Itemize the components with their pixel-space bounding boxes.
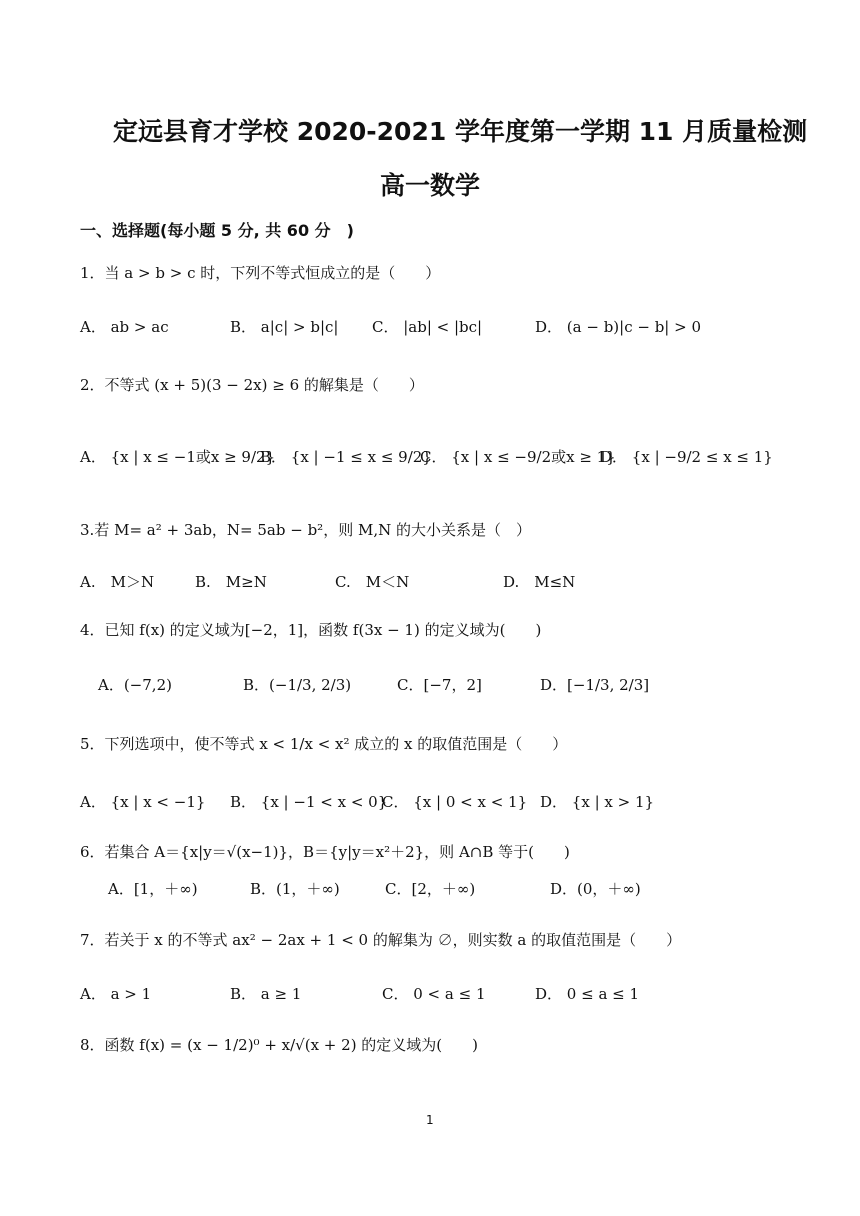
q7-option-b: B． a ≥ 1 — [230, 985, 302, 1003]
q1-option-d: D． (a − b)|c − b| > 0 — [535, 318, 702, 336]
page-number: 1 — [426, 1113, 434, 1127]
q6-option-b: B．(1，＋∞) — [250, 880, 340, 898]
q2-option-d: D． {x | −9/2 ≤ x ≤ 1} — [600, 448, 773, 466]
q7-option-a: A． a > 1 — [80, 985, 152, 1003]
question-8: 8．函数 f(x) = (x − 1/2)⁰ + x/√(x + 2) 的定义域为( ) — [80, 1036, 479, 1054]
question-6: 6．若集合 A＝{x|y＝√(x−1)}，B＝{y|y＝x²＋2}，则 A∩B 等于( ) — [80, 843, 570, 861]
q3-option-c: C. M＜N — [335, 573, 410, 591]
question-3: 3.若 M= a² + 3ab，N= 5ab − b²，则 M,N 的大小关系是（ ） — [80, 521, 531, 539]
question-5: 5．下列选项中，使不等式 x < 1/x < x² 成立的 x 的取值范围是（ ） — [80, 735, 568, 753]
q7-option-c: C． 0 < a ≤ 1 — [382, 985, 486, 1003]
q6-option-a: A．[1，＋∞) — [108, 880, 198, 898]
q2-option-c: C． {x | x ≤ −9/2或x ≥ 1} — [420, 448, 616, 466]
q2-option-a: A． {x | x ≤ −1或x ≥ 9/2} — [80, 448, 276, 466]
q3-option-a: A. M＞N — [80, 573, 155, 591]
q7-option-d: D． 0 ≤ a ≤ 1 — [535, 985, 640, 1003]
section-heading: 一、选择题(每小题 5 分, 共 60 分 ) — [80, 221, 354, 240]
q6-option-c: C．[2，＋∞) — [385, 880, 476, 898]
q3-option-b: B. M≥N — [195, 573, 267, 591]
question-1: 1．当 a > b > c 时，下列不等式恒成立的是（ ） — [80, 264, 441, 282]
q5-option-d: D． {x | x > 1} — [540, 793, 655, 811]
q3-option-d: D. M≤N — [503, 573, 576, 591]
q1-option-a: A． ab > ac — [80, 318, 169, 336]
q4-option-c: C．[−7，2] — [397, 676, 482, 694]
question-7: 7．若关于 x 的不等式 ax² − 2ax + 1 < 0 的解集为 ∅，则实数 a 的取值范围是（ ） — [80, 931, 682, 949]
page-subtitle: 高一数学 — [380, 171, 481, 200]
q5-option-a: A． {x | x < −1} — [80, 793, 206, 811]
q4-option-a: A．(−7,2) — [98, 676, 172, 694]
q6-option-d: D．(0，＋∞) — [550, 880, 641, 898]
q5-option-c: C． {x | 0 < x < 1} — [382, 793, 528, 811]
question-2: 2．不等式 (x + 5)(3 − 2x) ≥ 6 的解集是（ ） — [80, 376, 424, 394]
q4-option-b: B．(−1/3, 2/3) — [243, 676, 352, 694]
q1-option-b: B． a|c| > b|c| — [230, 318, 339, 336]
q4-option-d: D．[−1/3, 2/3] — [540, 676, 650, 694]
q1-option-c: C． |ab| < |bc| — [372, 318, 483, 336]
question-4: 4．已知 f(x) 的定义域为[−2，1]，函数 f(3x − 1) 的定义域为( ) — [80, 621, 542, 639]
page-title: 定远县育才学校 2020-2021 学年度第一学期 11 月质量检测 — [113, 117, 808, 146]
q5-option-b: B． {x | −1 < x < 0} — [230, 793, 388, 811]
q2-option-b: B． {x | −1 ≤ x ≤ 9/2} — [260, 448, 432, 466]
